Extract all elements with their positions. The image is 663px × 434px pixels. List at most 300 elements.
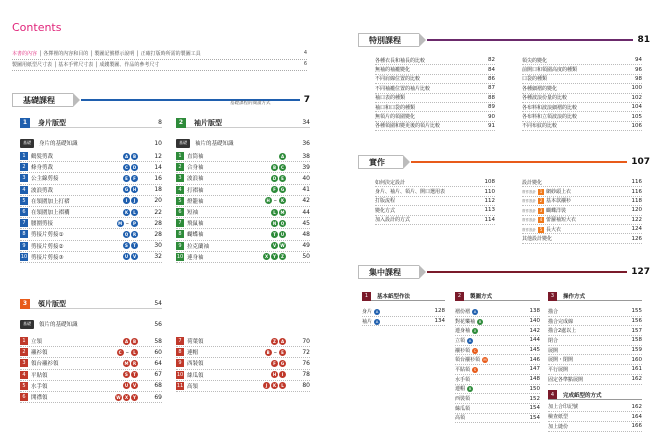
item-codes [271,186,286,193]
item-label-wrap [375,75,420,82]
item-label: 無袖的袖襱變化 [375,67,411,74]
item-label-wrap [455,308,478,315]
item-page: 116 [631,188,642,195]
list-item[interactable] [375,197,495,206]
pattern-code-badge: B [132,153,137,159]
pattern-code-badge: T [271,231,278,238]
item-codes [271,338,286,345]
list-item[interactable] [455,414,540,424]
list-item[interactable] [176,381,310,392]
item-codes [263,253,286,260]
item-label: 領台襯衫領 [31,361,59,368]
item-page: 154 [529,405,540,412]
item-label: 直筒袖 [187,154,204,161]
list-item[interactable] [522,94,642,103]
item-label-wrap [375,216,410,223]
pattern-code-badge: N [272,220,277,226]
list-item[interactable] [20,151,162,162]
chapter-page: 54 [154,300,162,307]
list-item[interactable] [375,122,495,131]
list-item[interactable] [522,178,642,187]
item-label: 襯衫領 [455,347,471,354]
practice-section-title: 實作 [358,155,403,169]
list-item[interactable] [455,375,540,385]
item-number: 2 [20,348,28,356]
intensive-rows-4 [548,403,642,432]
pattern-code-badge: ~ [125,349,129,355]
list-item[interactable] [176,196,310,207]
list-item[interactable] [455,346,540,356]
item-page: 90 [488,113,495,120]
item-label: 袖口表的種類 [375,95,406,102]
item-page: 150 [529,385,540,392]
item-page: 76 [302,359,310,367]
pattern-code-badge: L [131,349,138,356]
practice-list-left [375,178,495,225]
pattern-code-badge: M [124,360,129,366]
chapter-2-items [176,151,310,263]
item-label: 口袋的種類 [522,76,548,83]
intensive-section-header[interactable] [358,265,650,279]
pattern-code-badge: G [280,360,285,366]
item-label: 開襟領 [31,395,48,402]
item-label-wrap [375,94,405,101]
sub-badge: 3 [548,292,557,301]
item-label: 描合 [548,308,559,315]
item-page: 50 [302,253,310,261]
item-page: 145 [529,347,540,354]
item-label: 固定各準點展開 [548,376,584,383]
list-item[interactable] [375,94,495,103]
item-page: 157 [631,327,642,334]
practice-tag: 實作設計 [522,199,536,204]
list-item[interactable] [455,404,540,414]
chapter-1-header[interactable] [20,118,162,128]
item-label: 襯衫領 [31,350,48,357]
list-item[interactable] [375,75,495,84]
item-label: 剪接片剪接③ [31,254,64,261]
item-page: 162 [631,403,642,410]
item-label: 閉合 [548,337,559,344]
item-page: 30 [154,242,162,250]
item-label-wrap [522,94,567,101]
pattern-code-badge: K [280,198,285,204]
item-label: 絲瓜領 [455,405,471,412]
list-item[interactable] [176,370,310,381]
item-label: 連身袖 [187,254,204,261]
list-item[interactable] [20,185,162,196]
item-page: 94 [635,57,642,64]
item-number: 10 [176,253,184,260]
pattern-code-badge: M [118,220,123,226]
special-section-header[interactable] [358,33,650,47]
item-label: 波浪剪裁 [31,187,54,194]
pattern-code-badge: B [468,386,472,392]
list-item[interactable] [548,307,642,317]
pattern-code-badge: X [124,394,129,400]
list-item[interactable] [522,122,642,131]
item-label: 蕾蘿袖短大衣 [546,217,577,224]
pattern-code-badge: F [131,175,138,182]
item-number: 2 [20,163,28,171]
item-label: 燈籠袖 [187,198,204,205]
list-item[interactable] [455,326,540,336]
item-label-wrap [522,122,557,129]
item-codes [265,197,286,204]
list-item[interactable] [176,347,310,358]
list-item[interactable] [176,162,310,173]
list-item[interactable] [548,336,642,346]
list-item[interactable] [176,218,310,229]
basic-page: 36 [302,139,310,147]
pattern-code-badge: U [124,254,129,260]
list-item[interactable] [548,326,642,336]
pattern-code-badge: E [123,175,130,182]
item-label: 長大衣 [546,226,562,233]
item-label-wrap [522,207,566,214]
list-item[interactable] [20,218,162,229]
list-item[interactable] [548,412,642,422]
list-item[interactable] [176,229,310,240]
special-list-right [522,56,642,131]
pattern-code-badge: C [117,349,124,356]
item-label-wrap [548,423,568,430]
item-label: 各種波浪份量的比較 [522,95,568,102]
item-codes [271,242,286,249]
list-item[interactable] [375,112,495,121]
item-page: 87 [488,85,495,92]
sub-badge: 1 [362,292,371,301]
list-item[interactable] [375,103,495,112]
list-item[interactable] [522,225,642,234]
list-item[interactable] [362,317,445,327]
item-page: 28 [154,219,162,227]
list-item[interactable] [522,65,642,74]
item-page: 48 [302,230,310,238]
item-number: 4 [176,186,184,194]
item-codes [271,209,286,216]
item-number: 10 [20,253,28,260]
list-item[interactable] [176,358,310,369]
item-label: 打褶袖 [187,187,204,194]
item-page: 18 [154,186,162,194]
list-item[interactable] [362,307,445,317]
item-page: 158 [631,337,642,344]
pattern-code-badge: F [271,360,278,367]
item-label: 合身袖 [187,165,204,172]
item-page: 58 [154,337,162,345]
item-label-wrap [375,85,430,92]
item-page: 128 [434,308,445,315]
pattern-code-badge: V [272,243,277,249]
item-label-wrap [375,113,415,120]
list-item[interactable] [455,336,540,346]
item-label-wrap [455,318,483,325]
pattern-code-badge: J [263,382,270,389]
pattern-code-badge: F [271,186,278,193]
practice-section-header[interactable] [358,155,650,169]
chapter-basic-row[interactable] [176,137,310,149]
list-item[interactable] [375,56,495,65]
list-item[interactable] [522,234,642,243]
chapter-3-items-left [20,336,162,403]
item-number: 6 [20,208,28,216]
list-item[interactable] [20,252,162,263]
list-item[interactable] [176,173,310,184]
item-label: 無領片的領圍變化 [375,114,416,121]
intensive-col-2 [455,292,540,423]
item-label-wrap [455,376,470,383]
item-page: 16 [154,174,162,182]
intro-page: 4 [303,50,307,56]
list-item[interactable] [375,216,495,225]
intensive-sub-header[interactable] [548,292,642,301]
practice-section-page: 107 [631,157,650,167]
item-page: 162 [631,376,642,383]
item-page: 42 [302,197,310,205]
item-label: 基本款襯衫 [546,198,572,205]
item-label: 其他設計變化 [522,236,553,243]
list-item[interactable] [20,241,162,252]
list-item[interactable] [522,206,642,215]
list-item[interactable] [375,187,495,196]
list-item[interactable] [522,112,642,121]
pattern-code-badge: B [266,349,270,355]
item-label: 在領圍加上打褶 [31,198,70,205]
item-number: 5 [20,382,28,390]
list-item[interactable] [522,84,642,93]
item-page: 72 [302,348,310,356]
item-page: 91 [488,122,495,129]
pattern-code-badge: A [280,338,285,344]
chapter-name: 身片版型 [38,118,66,127]
list-item[interactable] [176,151,310,162]
item-page: 110 [484,188,495,195]
item-label-wrap [455,405,470,412]
list-item[interactable] [522,103,642,112]
list-item[interactable] [20,196,162,207]
item-label-wrap [375,207,395,214]
item-label-wrap [522,226,561,233]
chapter-1 [20,118,162,263]
intensive-sub-header[interactable] [362,292,445,301]
list-item[interactable] [176,336,310,347]
chapter-3-header[interactable] [20,299,162,309]
item-page: 154 [529,414,540,421]
pattern-code-badge: S [123,242,130,249]
item-page: 89 [488,104,495,111]
list-item[interactable] [176,252,310,263]
item-label-wrap [522,197,571,204]
item-label: 蝴蝶洋裝 [546,207,567,214]
list-item[interactable] [548,317,642,327]
list-item[interactable] [20,173,162,184]
list-item[interactable] [375,84,495,93]
list-item[interactable] [522,56,642,65]
chapter-basic-row[interactable] [20,318,162,330]
item-number: 3 [20,359,28,367]
pattern-code-badge: B [272,164,277,170]
list-item[interactable] [20,162,162,173]
intensive-sub-header[interactable] [455,292,540,301]
list-item[interactable] [548,355,642,365]
list-item[interactable] [455,365,540,375]
item-page: 124 [631,226,642,233]
item-page: 69 [154,393,162,401]
item-page: 108 [484,179,495,186]
item-codes [271,231,286,238]
practice-number: 5 [539,226,543,232]
item-page: 166 [631,423,642,430]
list-item[interactable] [455,385,540,395]
list-item[interactable] [20,229,162,240]
pattern-code-badge: D [132,164,137,170]
list-item[interactable] [548,346,642,356]
list-item[interactable] [522,216,642,225]
item-codes [123,164,138,171]
list-item[interactable] [455,307,540,317]
list-item[interactable] [455,394,540,404]
item-number: 5 [20,197,28,205]
list-item[interactable] [548,375,642,385]
list-item[interactable] [375,206,495,215]
item-label: 展開・閉開 [548,357,574,364]
basic-badge: 基礎 [20,320,34,329]
list-item[interactable] [20,392,162,403]
sub-title: 操作方式 [563,294,586,300]
item-label: 各種衣長和袖長的比較 [375,57,426,64]
item-number: 8 [176,230,184,238]
intensive-section-line [427,271,627,273]
item-label: 剪接片剪接① [31,232,64,239]
item-label-wrap [548,413,568,420]
item-page: 102 [631,94,642,101]
item-number: 9 [20,242,28,250]
item-page: 96 [635,66,642,73]
item-codes [123,371,138,378]
item-codes [271,175,286,182]
item-page: 116 [631,179,642,186]
pattern-code-badge: M [483,357,487,363]
list-item[interactable] [522,187,642,196]
item-page: 32 [154,253,162,261]
intensive-section-title: 集中課程 [358,265,419,279]
list-item[interactable] [20,336,162,347]
intensive-sub-header[interactable] [548,391,642,400]
chapter-2-header[interactable] [176,118,310,128]
chapter-2 [176,118,310,263]
special-section-title: 特別課程 [358,33,419,47]
item-label-wrap [362,318,380,325]
chapter-badge: 3 [20,299,30,309]
list-item[interactable] [375,178,495,187]
item-label: 袖片 [362,318,373,325]
item-page: 160 [631,356,642,363]
basic-section-subtitle: 基礎課程的閱讀方式 [230,101,271,106]
pattern-code-badge: R [132,231,137,237]
item-label-wrap [548,403,578,410]
special-list-left [375,56,495,131]
list-item[interactable] [176,207,310,218]
pattern-code-badge: H [272,372,277,378]
pattern-code-badge: U [280,231,285,237]
chapter-basic-row[interactable] [20,137,162,149]
pattern-code-badge: A [280,153,285,159]
item-number: 2 [176,163,184,171]
item-page: 14 [154,163,162,171]
item-number: 7 [20,219,28,227]
list-item[interactable] [548,403,642,413]
list-item[interactable] [176,185,310,196]
list-item[interactable] [20,358,162,369]
item-codes [117,349,138,356]
item-label: 各布料和立領波浪的比較 [522,114,578,121]
item-page: 122 [631,216,642,223]
list-item[interactable] [20,347,162,358]
item-page: 40 [302,174,310,182]
intro-page-2: 6 [303,61,307,67]
item-label: 西裝領 [187,361,204,368]
item-codes [123,231,138,238]
pattern-code-badge: L [131,209,138,216]
pattern-code-badge: Z [271,338,278,345]
list-item[interactable] [20,207,162,218]
list-item[interactable] [455,317,540,327]
item-label-wrap [522,216,576,223]
item-codes [271,371,286,378]
item-label-wrap [548,366,568,373]
item-page: 86 [488,75,495,82]
pattern-code-badge: V [132,254,137,260]
list-item[interactable] [176,241,310,252]
item-page: 98 [635,75,642,82]
list-item[interactable] [548,365,642,375]
pattern-code-badge: Q [280,220,285,226]
pattern-code-badge: V [132,383,137,389]
pattern-code-badge: B [132,338,137,344]
pattern-code-badge: W [280,243,285,249]
basic-page: 10 [154,139,162,147]
item-page: 60 [154,348,162,356]
pattern-code-badge: A [124,338,129,344]
list-item[interactable] [20,370,162,381]
item-page: 120 [631,207,642,214]
item-number: 9 [176,359,184,367]
sub-badge: 4 [548,390,557,399]
item-page: 41 [302,186,310,194]
list-item[interactable] [20,381,162,392]
item-page: 142 [529,327,540,334]
item-label-wrap [375,197,395,204]
divider [12,59,307,60]
practice-list-right [522,178,642,244]
list-item[interactable] [522,75,642,84]
item-label: 身片、袖片、領片、開口選用表 [375,189,446,196]
list-item[interactable] [548,422,642,432]
list-item[interactable] [455,355,540,365]
item-page: 152 [529,395,540,402]
item-label: 網紗頭上衣 [546,189,572,196]
list-item[interactable] [522,197,642,206]
list-item[interactable] [375,65,495,74]
item-label: 如何決定設計 [375,179,406,186]
item-label: 不同肩線位置的比較 [375,76,421,83]
item-label: 各布料和波浪細褶的比較 [522,104,578,111]
item-codes [263,382,286,389]
item-codes [271,164,286,171]
item-label: 領台襯衫領 [455,357,481,364]
intro-highlight: 本書的內容 [12,51,38,57]
